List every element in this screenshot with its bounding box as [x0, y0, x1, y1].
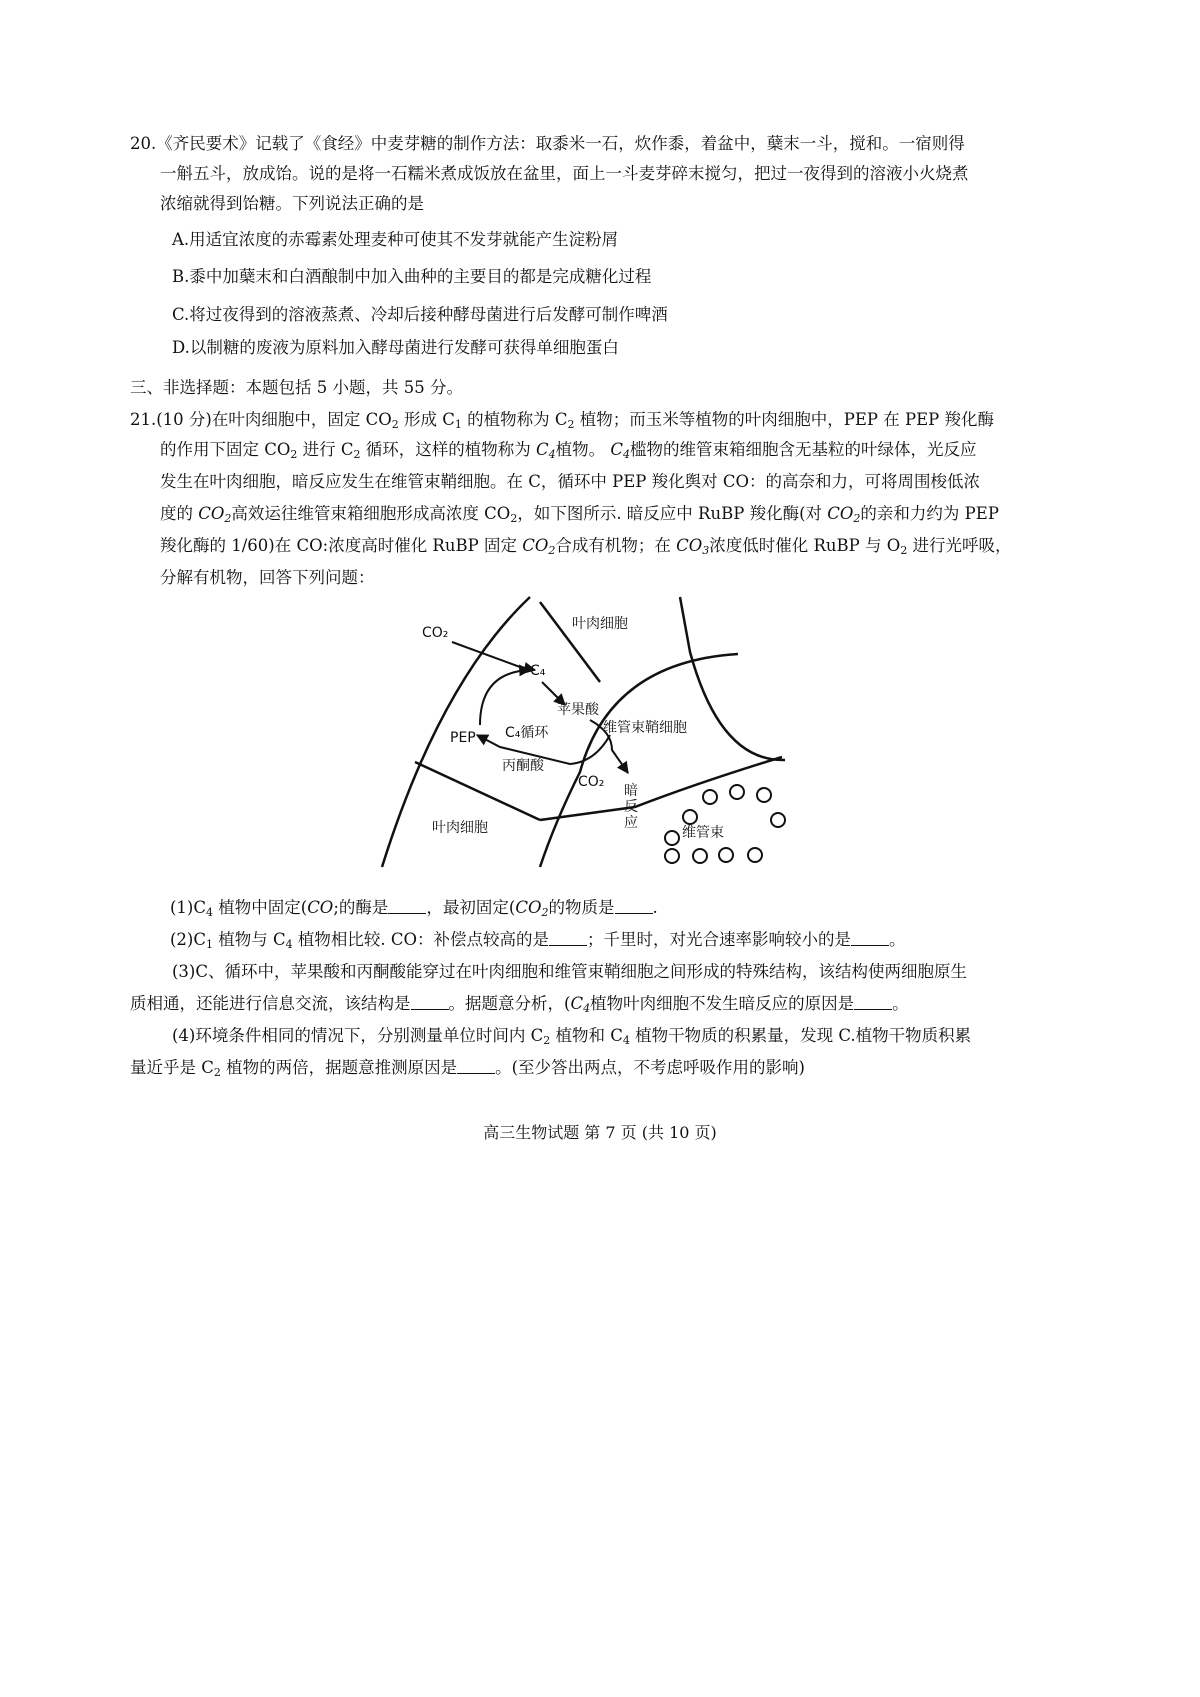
q20-option-d: D.以制糖的废液为原料加入酵母菌进行发酵可获得单细胞蛋白: [172, 338, 619, 357]
answer-blank[interactable]: [615, 899, 653, 914]
label-c4: C₄: [530, 663, 546, 679]
q20-option-c: C.将过夜得到的溶液蒸煮、冷却后接种酵母菌进行后发酵可制作啤酒: [172, 305, 668, 324]
q21-stem-line-5: 羧化酶的 1/60)在 CO:浓度高时催化 RuBP 固定 $CO_2$合成有机物；在 $CO_3$浓度低时催化 RuBP 与 $O_2$ 进行光呼吸，: [160, 536, 1012, 557]
label-co2-release: CO₂: [578, 774, 605, 790]
q21-sub4-line-1: (4)环境条件相同的情况下，分别测量单位时间内 $C_2$ 植物和 $C_4$ 植物干物质的积累量，发现 C.植物干物质积累: [172, 1026, 972, 1047]
q20-option-b: B.黍中加蘖末和白酒酿制中加入曲种的主要目的都是完成糖化过程: [172, 267, 652, 286]
label-dark-reaction-1: 暗: [624, 783, 638, 799]
label-mesophyll-top: 叶肉细胞: [572, 616, 628, 632]
q21-sub2: $(2)C_1$ 植物与 $C_4$ 植物相比较. CO：补偿点较高的是 ；千里时，对光合速率影响较小的是 。: [170, 930, 906, 951]
label-mesophyll-bottom: 叶肉细胞: [432, 820, 488, 836]
q21-stem-line-1: 21.(10 分)在叶肉细胞中，固定 $CO_2$ 形成 $C_1$ 的植物称为 $C_2$ 植物；而玉米等植物的叶肉细胞中，PEP 在 PEP 羧化酶: [130, 410, 994, 431]
answer-blank[interactable]: [854, 995, 892, 1010]
label-vascular-bundle: 维管束: [682, 825, 724, 841]
answer-blank[interactable]: [411, 995, 449, 1010]
label-co2-in: CO₂: [422, 625, 449, 641]
label-pep: PEP: [450, 730, 476, 746]
page-footer: 高三生物试题 第 7 页 (共 10 页): [483, 1123, 717, 1142]
answer-blank[interactable]: [457, 1059, 495, 1074]
q21-stem-line-3: 发生在叶肉细胞，暗反应发生在维管束鞘细胞。在 C，循环中 PEP 羧化舆对 CO：的高奈和力，可将周围梭低浓: [160, 472, 981, 491]
answer-blank[interactable]: [851, 931, 889, 946]
q21-sub4-line-2: 量近乎是 $C_2$ 植物的两倍，据题意推测原因是 。(至少答出两点，不考虑呼吸作用的影响): [130, 1058, 805, 1079]
q21-sub3-line-2: 质相通，还能进行信息交流，该结构是 。据题意分析，($C_4$植物叶肉细胞不发生暗反应的原因是 。: [130, 994, 909, 1015]
label-pyruvate: 丙酮酸: [502, 758, 544, 774]
section-header: 三、非选择题：本题包括 5 小题，共 55 分。: [130, 378, 463, 397]
q20-stem-line-2: 一斛五斗，放成饴。说的是将一石糯米煮成饭放在盆里，面上一斗麦芽碎末搅匀，把过一夜得到的溶液小火烧煮: [160, 164, 969, 183]
arrow-co2-to-c4: [452, 642, 535, 670]
q21-stem-line-4: 度的 $CO_2$高效运往维管束箱细胞形成高浓度 $CO_2$，如下图所示. 暗反应中 RuBP 羧化酶(对 $CO_2$的亲和力约为 PEP: [160, 504, 999, 525]
c4-pathway-diagram: [380, 592, 820, 872]
label-dark-reaction-2: 反: [624, 799, 638, 815]
cell-wall-upper: [540, 602, 600, 682]
q21-stem-line-6: 分解有机物，回答下列问题：: [160, 568, 375, 587]
arrow-pep-to-c4: [480, 670, 530, 725]
bundle-sheath-inner-boundary: [540, 757, 782, 820]
q21-stem-line-2: 的作用下固定 $CO_2$ 进行 $C_2$ 循环，这样的植物称为 $C_4$植物。 $C_4$槛物的维管束箱细胞含无基粒的叶绿体，光反应: [160, 440, 977, 461]
label-c4-cycle: C₄循环: [505, 725, 549, 741]
answer-blank[interactable]: [549, 931, 587, 946]
q21-sub3-line-1: (3)C、循环中，苹果酸和丙酮酸能穿过在叶肉细胞和维管束鞘细胞之间形成的特殊结构，该结构使两细胞原生: [172, 962, 967, 981]
vascular-bundle-circles: [665, 785, 785, 863]
label-dark-reaction-3: 应: [624, 815, 638, 831]
q20-stem-line-3: 浓缩就得到饴糖。下列说法正确的是: [160, 194, 424, 213]
label-bundle-sheath: 维管束鞘细胞: [603, 720, 687, 736]
q21-sub1: $(1)C_4$ 植物中固定(CO;的酶是 ，最初固定($CO_2$的物质是 .: [170, 898, 658, 919]
q20-option-a: A.用适宜浓度的赤霉素处理麦种可使其不发芽就能产生淀粉屑: [172, 230, 619, 249]
answer-blank[interactable]: [388, 899, 426, 914]
q20-stem-line-1: 20.《齐民要术》记载了《食经》中麦芽糖的制作方法：取黍米一石，炊作黍，着盆中，蘖末一斗，搅和。一宿则得: [130, 134, 965, 153]
label-malate: 苹果酸: [557, 702, 599, 718]
right-boundary: [680, 597, 785, 760]
